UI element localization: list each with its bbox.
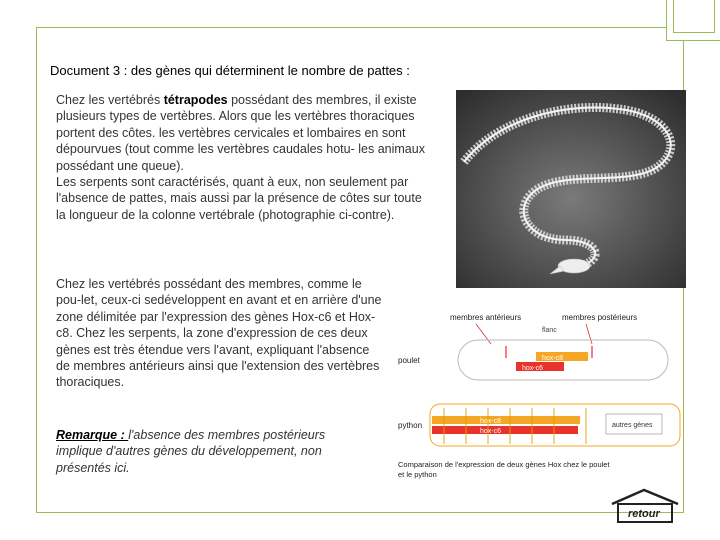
hox-expression-diagram <box>396 300 686 490</box>
remark-label: Remarque : <box>56 428 129 442</box>
chicken-hoxc8-label: hox-c8 <box>542 355 564 362</box>
python-hoxc6-label: hox-c6 <box>480 428 502 435</box>
return-label: retour <box>628 508 660 520</box>
python-body <box>398 404 680 446</box>
python-hoxc8-label: hox-c8 <box>480 418 502 425</box>
house-roof-icon <box>612 490 678 504</box>
return-home-button[interactable] <box>604 486 684 526</box>
label-anterior-limbs: membres antérieurs <box>450 313 522 322</box>
remark-note <box>56 427 366 476</box>
corner-decoration <box>666 0 720 41</box>
chicken-hoxc6-label: hox-c6 <box>522 365 544 372</box>
remark-text: l'absence des membres postérieurs implique d'autres gènes du développement, non présentés ici. <box>56 428 326 475</box>
diagram-caption: Comparaison de l'expression de deux gènes Hox chez le poulet et le python <box>398 460 610 479</box>
label-flank: flanc <box>542 327 557 334</box>
label-other-genes: autres gènes <box>612 422 653 429</box>
python-hoxc8-bar <box>432 416 580 424</box>
paragraph-tetrapods: Chez les vertébrés tétrapodes possédant des membres, il existe plusieurs types de vertèbres. Alors que les vertèbres thoraciques portent des côtes. les vertèbres cervicales et lombaires en sont dépourvues (tout comme les vertèbres caudales hotu- les animaux possédant une queue). Les serpents sont caractérisés, quant à eux, non seulement par l'absence de pattes, mais aussi par la présence de côtes sur toute la longueur de la colonne vertébrale (photographie ci-contre). <box>56 93 425 222</box>
label-chicken: poulet <box>398 356 420 365</box>
paragraph-hox-genes: Chez les vertébrés possédant des membres, comme le pou-let, ceux-ci sedéveloppent en avant et en arrière d'une zone délimitée par l'expression des gènes Hox-c6 et Hox-c8. Chez les serpents, la zone d'expression de ces deux gènes est très étendue vers l'avant, expliquant l'absence de membres antérieurs ainsi que l'extension des vertèbres thoraciques. <box>56 277 382 390</box>
snake-skeleton-photo <box>456 90 686 288</box>
label-python: python <box>398 421 423 430</box>
python-hoxc6-bar <box>432 426 578 434</box>
label-posterior-limbs: membres postérieurs <box>562 313 638 322</box>
document-title: Document 3 : des gènes qui déterminent le nombre de pattes : <box>50 63 410 78</box>
chicken-body <box>398 340 668 380</box>
